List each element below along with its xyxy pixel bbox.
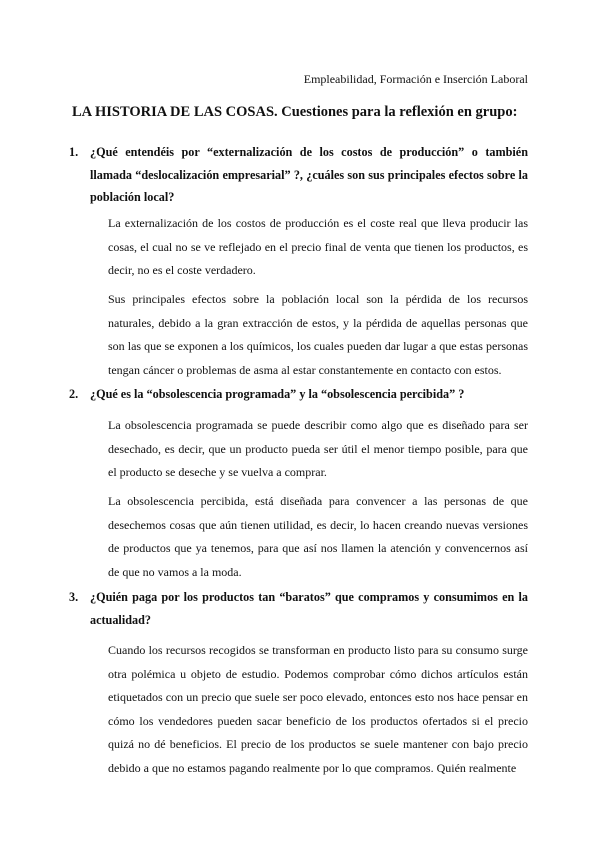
question-text: ¿Quién paga por los productos tan “baratos” que compramos y consumimos en la actualidad?: [90, 590, 528, 627]
question-text: ¿Qué es la “obsolescencia programada” y la “obsolescencia percibida” ?: [90, 387, 465, 401]
document-title: LA HISTORIA DE LAS COSAS. Cuestiones para la reflexión en grupo:: [72, 104, 518, 120]
answer-paragraph: La obsolescencia programada se puede describir como algo que es diseñado para ser desechado, es decir, que un producto pueda ser útil el menor tiempo posible, para que el producto se deseche y se vuelva a comprar.: [108, 418, 528, 479]
page-header: Empleabilidad, Formación e Inserción Laboral: [303, 72, 528, 86]
question-text: ¿Qué entendéis por “externalización de los costos de producción” o también llamada “deslocalización empresarial” ?, ¿cuáles son sus principales efectos sobre la población local?: [90, 145, 528, 204]
answer-paragraph: La externalización de los costos de producción es el coste real que lleva producir las cosas, el cual no se ve reflejado en el precio final de venta que tienen los productos, es decir, no es el coste verdadero.: [108, 216, 528, 277]
answer-paragraph: La obsolescencia percibida, está diseñada para convencer a las personas de que desechemos cosas que aún tienen utilidad, es decir, lo hacen creando nuevas versiones de productos que ya tenemos, para que así nos llamen la atención y convencernos así de que no vamos a la moda.: [108, 494, 528, 579]
answer-paragraph: Cuando los recursos recogidos se transforman en producto listo para su consumo surge otra polémica u objeto de estudio. Podemos comprobar cómo dichos artículos están etiquetados con un precio que suele ser poco elevado, entonces esto nos hace pensar en cómo los vendedores pueden sacar beneficio de los productos ofertados si el precio quizá no dé beneficios. El precio de los productos se suele mantener con bajo precio debido a que no estamos pagando realmente por lo que compramos. Quién realmente: [108, 643, 528, 775]
question-3: [69, 586, 528, 631]
question-2: [69, 383, 528, 406]
question-number: 2.: [69, 387, 79, 401]
question-number: 1.: [69, 145, 79, 159]
question-1: [69, 141, 528, 209]
question-number: 3.: [69, 590, 79, 604]
answer-paragraph: Sus principales efectos sobre la población local son la pérdida de los recursos naturales, debido a la gran extracción de estos, y la pérdida de aquellas personas que son las que se exponen a los químicos, los cuales pueden dar lugar a que estas personas tengan cáncer o problemas de asma al estar constantemente en contacto con estos.: [108, 292, 528, 377]
